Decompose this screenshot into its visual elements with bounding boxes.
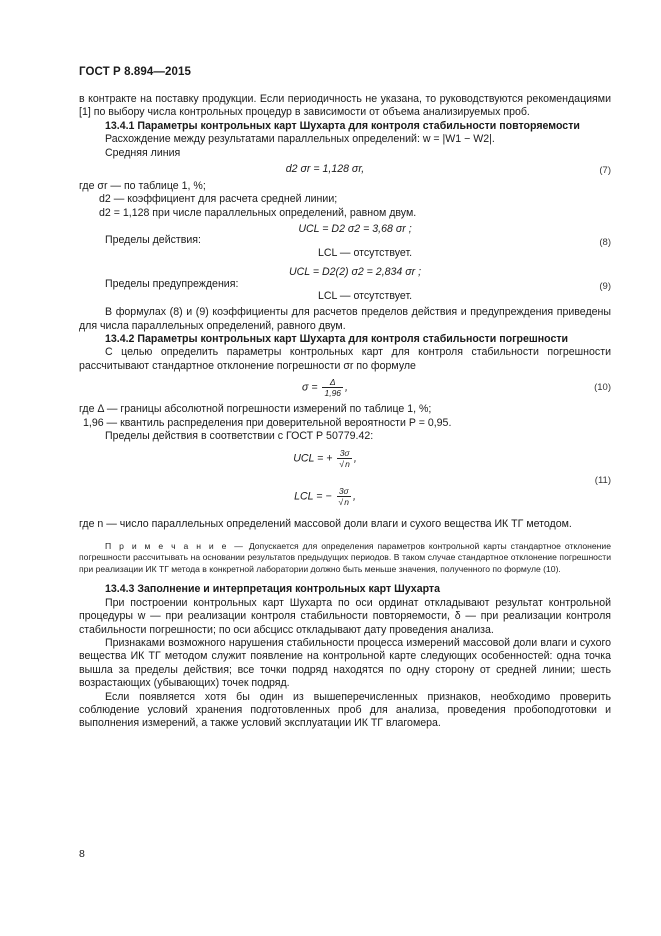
where-quantile: 1,96 — квантиль распределения при доверительной вероятности P = 0,95. — [83, 416, 452, 429]
equation-11-number: (11) — [594, 474, 611, 486]
equation-10 — [79, 373, 611, 403]
charts-paragraph-3: Если появляется хотя бы один из вышеперечисленных признаков, необходимо проверить соблюдение условий хранения подготовленных проб для анализа, проведения пробоподготовки и выполнения измерений, а также условий эксплуатации ИК ТГ влагомера. — [79, 690, 611, 730]
equation-8-number: (8) — [599, 237, 611, 249]
where-d2-coef: d2 — коэффициент для расчета средней линии; — [99, 193, 338, 206]
equation-11-ucl-lhs: UCL = + — [293, 451, 333, 464]
section-13-4-2-title: 13.4.2 Параметры контрольных карт Шухарта для контроля стабильности погрешности — [105, 333, 569, 346]
where-sigma-r: где σr — по таблице 1, %; — [79, 180, 206, 193]
equation-11-lcl-numerator: 3σ — [337, 486, 351, 497]
page-number: 8 — [79, 848, 85, 860]
equation-7-number: (7) — [599, 165, 611, 177]
equation-11-lcl-tail: , — [352, 489, 356, 502]
equation-11 — [79, 444, 611, 518]
document-body — [79, 93, 611, 731]
equation-10-fraction — [322, 377, 343, 398]
charts-paragraph-1: При построении контрольных карт Шухарта по оси ординат откладывают результат контрольной процедуры w — при реализации контроля стабильности повторяемости, δ — при реализации контроля стабильности погрешности; по оси абсцисс откладывают дату проведения анализа. — [79, 596, 611, 636]
equation-8-lcl: LCL — отсутствует. — [317, 247, 413, 260]
section-13-4-1-title: 13.4.1 Параметры контрольных карт Шухарта для контроля стабильности повторяемости — [105, 119, 580, 132]
equation-10-lhs: σ = — [302, 381, 318, 394]
equation-7-formula: d2 σr = 1,128 σr, — [285, 163, 365, 176]
equation-11-ucl-numerator: 3σ — [337, 448, 351, 459]
equation-9-ucl: UCL = D2(2) σ2 = 2,834 σr ; — [288, 266, 422, 279]
equation-9-lcl: LCL — отсутствует. — [317, 290, 413, 303]
action-limits-standard: Пределы действия в соответствии с ГОСТ Р 50779.42: — [105, 430, 374, 443]
where-n: где n — число параллельных определений массовой доли влаги и сухого вещества ИК ТГ методом. — [79, 517, 572, 530]
charts-paragraph-2: Признаками возможного нарушения стабильности процесса измерений массовой доли влаги и сухого вещества ИК ТГ методом служит появление на контрольной карте следующих особенностей: одна точка вышла за пределы действия; все точки подряд находятся по одну сторону от средней линии; шесть возрастающих (убывающих) точек подряд. — [79, 637, 611, 690]
action-limits-label: Пределы действия: — [105, 234, 201, 247]
equation-9-number: (9) — [599, 281, 611, 293]
equation-11-ucl — [79, 448, 571, 469]
equation-11-lcl — [79, 486, 571, 507]
note-block — [79, 541, 611, 576]
equation-10-tail: , — [345, 381, 348, 394]
equation-8 — [79, 220, 611, 264]
equation-10-number: (10) — [594, 382, 611, 394]
equation-11-ucl-denominator: √n — [339, 458, 350, 469]
equation-11-ucl-tail: , — [353, 451, 357, 464]
equation-10-denominator: 1,96 — [324, 388, 342, 399]
equation-10-numerator: Δ — [322, 377, 343, 388]
sigma-intro-paragraph: С целью определить параметры контрольных карт для контроля стабильности погрешности рассчитывают стандартное отклонение погрешности σr по формуле — [79, 346, 611, 372]
where-delta: где Δ — границы абсолютной погрешности измерений по таблице 1, %; — [79, 403, 432, 416]
equation-11-ucl-fraction — [337, 448, 351, 469]
equation-9 — [79, 264, 611, 306]
formulas-note-paragraph: В формулах (8) и (9) коэффициенты для расчетов пределов действия и предупреждения приведены для числа параллельных определений, равного двум. — [79, 306, 611, 332]
where-d2-value: d2 = 1,128 при числе параллельных определений, равном двум. — [99, 206, 417, 219]
equation-8-ucl: UCL = D2 σ2 = 3,68 σr ; — [298, 223, 412, 236]
equation-11-lcl-denominator: √n — [338, 496, 349, 507]
center-line-label: Средняя линия — [105, 146, 181, 159]
equation-7 — [79, 160, 611, 180]
note-text: Допускается для определения параметров контрольной карты стандартное отклонение погрешности рассчитывать на основании результатов предыдущих периодов. В таком случае стандартное отклонение погрешности при реализации ИК ТГ метода в конкретной лаборатории должно быть меньше значения, полученного по формуле (10). — [79, 540, 611, 574]
equation-11-lcl-lhs: LCL = − — [294, 489, 332, 502]
warning-limits-label: Пределы предупреждения: — [105, 278, 239, 291]
discrepancy-definition: Расхождение между результатами параллельных определений: w = |W1 − W2|. — [105, 133, 495, 146]
section-13-4-3-title: 13.4.3 Заполнение и интерпретация контрольных карт Шухарта — [105, 583, 441, 596]
note-label: П р и м е ч а н и е — — [105, 540, 245, 551]
equation-11-lcl-fraction — [337, 486, 351, 507]
intro-paragraph: в контракте на поставку продукции. Если периодичность не указана, то руководствуются рекомендациями [1] по выбору числа контрольных процедур в зависимости от объема анализируемых проб. — [79, 93, 611, 119]
document-header: ГОСТ Р 8.894—2015 — [79, 66, 191, 78]
